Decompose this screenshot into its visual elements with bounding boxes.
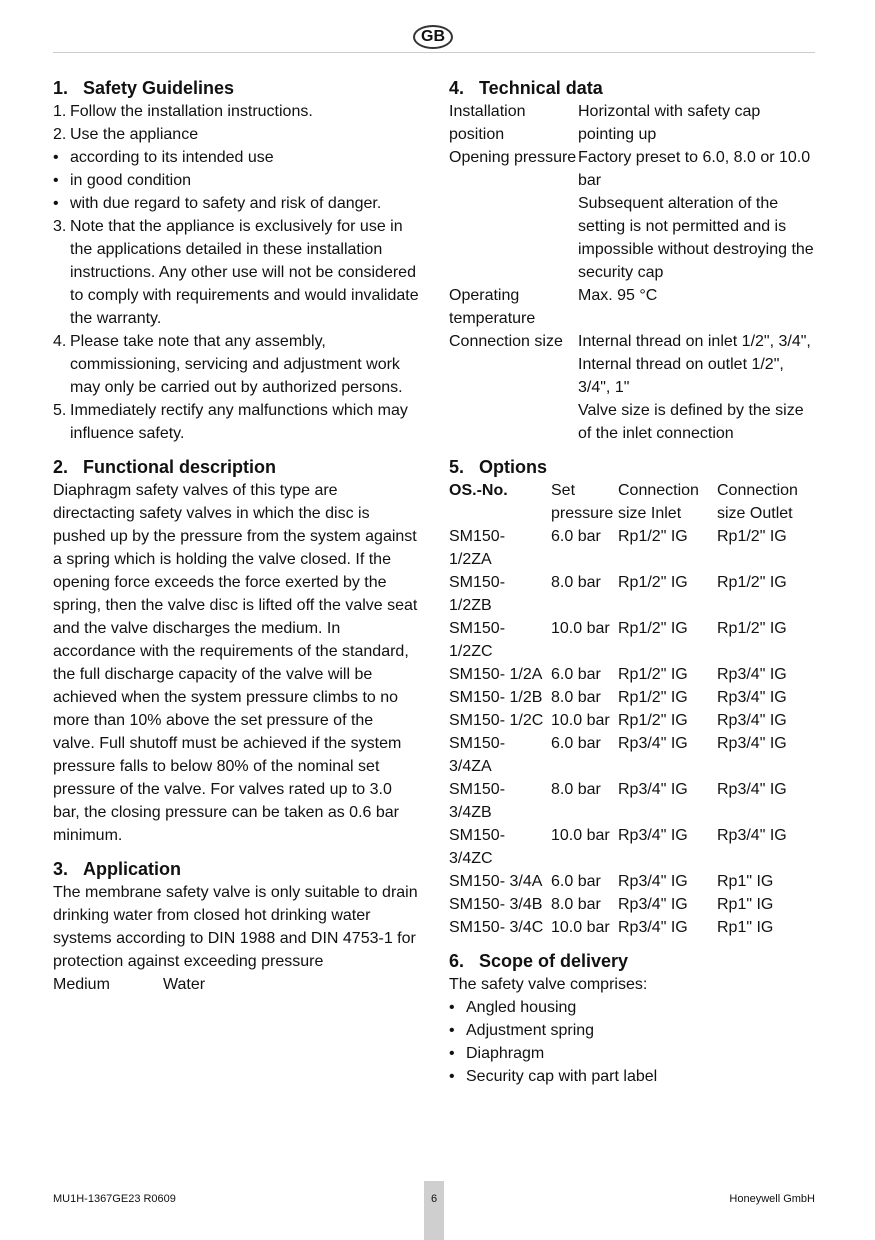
safety-item-marker: 2. [53, 126, 67, 143]
options-cell: Rp3/4" IG [717, 781, 787, 798]
options-cell: SM150- 3/4ZC [449, 827, 506, 867]
safety-item-marker: 3. [53, 218, 67, 235]
options-cell: Rp1" IG [717, 919, 774, 936]
options-cell: SM150- 1/2ZC [449, 620, 506, 660]
technical-label: Installation position [449, 103, 526, 143]
delivery-item-text: Adjustment spring [466, 1022, 595, 1039]
options-cell: 6.0 bar [551, 735, 601, 752]
technical-label [449, 192, 578, 284]
delivery-list [449, 996, 817, 1088]
options-table [449, 479, 817, 939]
options-cell: Rp3/4" IG [618, 896, 688, 913]
right-column [449, 76, 817, 1088]
options-cell: Rp1/2" IG [717, 620, 787, 637]
options-cell: 6.0 bar [551, 528, 601, 545]
application-text: The membrane safety valve is only suitable to drain drinking water from closed hot drinking water systems according to DIN 1988 and DIN 4753-1 for protection against exceeding pressure [53, 884, 418, 970]
options-cell: Rp3/4" IG [717, 735, 787, 752]
safety-item-text: according to its intended use [70, 149, 274, 166]
safety-item [53, 330, 419, 399]
safety-item-text: Note that the appliance is exclusively for use in the applications detailed in these installation instructions. Any other use will not be considered to comply with requirements and would invalidate the warranty. [70, 218, 419, 327]
technical-value: Horizontal with safety cap pointing up [578, 103, 761, 143]
safety-title: 1. Safety Guidelines [53, 78, 235, 98]
technical-label: Operating temperature [449, 287, 536, 327]
bullet-icon: • [449, 999, 455, 1016]
safety-item-marker: 5. [53, 402, 67, 419]
options-cell: SM150- 1/2ZA [449, 528, 506, 568]
technical-label: Opening pressure [449, 149, 577, 166]
delivery-title: 6. Scope of delivery [449, 951, 629, 971]
safety-item-marker: 4. [53, 333, 67, 350]
bullet-icon: • [449, 1068, 455, 1085]
technical-table [449, 100, 817, 445]
technical-label [449, 399, 578, 445]
safety-item-text: with due regard to safety and risk of danger. [70, 195, 382, 212]
options-cell: SM150- 3/4A [449, 873, 543, 890]
bullet-icon: • [449, 1022, 455, 1039]
technical-title: 4. Technical data [449, 78, 603, 98]
options-cell: SM150- 1/2C [449, 712, 544, 729]
technical-value: Internal thread on inlet 1/2", 3/4", [578, 333, 811, 350]
options-cell: Rp3/4" IG [618, 827, 688, 844]
options-cell: 6.0 bar [551, 666, 601, 683]
options-cell: Rp1/2" IG [618, 666, 688, 683]
safety-item [53, 123, 419, 146]
functional-text: Diaphragm safety valves of this type are directacting safety valves in which the disc is pushed up by the pressure from the system against a spring which is holding the valve closed. If the opening force exceeds the force exerted by the spring, then the valve disc is lifted off the valve seat and the valve discharges the medium. In accordance with the requirements of the standard, the full discharge capacity of the valve will be achieved when the system pressure climbs to no more than 10% above the set pressure of the valve. Full shutoff must be achieved if the system pressure falls to below 80% of the nominal set pressure of the valve. For valves rated up to 3.0 bar, the closing pressure can be taken as 0.6 bar minimum. [53, 482, 418, 844]
technical-label [449, 353, 578, 399]
technical-value: Subsequent alteration of the setting is not permitted and is impossible without destroying the security cap [578, 195, 814, 281]
options-cell: SM150- 3/4C [449, 919, 544, 936]
options-cell: SM150- 1/2A [449, 666, 543, 683]
options-cell: SM150- 3/4B [449, 896, 543, 913]
safety-item [53, 100, 419, 123]
options-cell: SM150- 3/4ZA [449, 735, 506, 775]
safety-list [53, 100, 419, 445]
options-cell: Rp1/2" IG [618, 574, 688, 591]
safety-item-text: Immediately rectify any malfunctions which may influence safety. [70, 402, 408, 442]
options-cell: 8.0 bar [551, 781, 601, 798]
functional-section [53, 455, 419, 847]
options-cell: Rp1/2" IG [618, 620, 688, 637]
technical-value: Factory preset to 6.0, 8.0 or 10.0 bar [578, 149, 811, 189]
technical-value: Max. 95 °C [578, 287, 658, 304]
options-cell: 8.0 bar [551, 896, 601, 913]
options-cell: Rp1/2" IG [618, 689, 688, 706]
safety-item [53, 169, 419, 192]
safety-item-text: Please take note that any assembly, commissioning, servicing and adjustment work may only be carried out by authorized persons. [70, 333, 403, 396]
technical-value: Internal thread on outlet 1/2", 3/4", 1" [578, 356, 784, 396]
options-cell: Rp3/4" IG [717, 712, 787, 729]
technical-section [449, 76, 817, 445]
delivery-item-text: Diaphragm [466, 1045, 545, 1062]
options-cell: Rp1/2" IG [717, 574, 787, 591]
safety-item [53, 192, 419, 215]
safety-item-text: Follow the installation instructions. [70, 103, 313, 120]
safety-section [53, 76, 419, 445]
header-rule [53, 52, 815, 53]
options-cell: Rp3/4" IG [717, 827, 787, 844]
options-header: Connection size Outlet [717, 482, 798, 522]
delivery-intro: The safety valve comprises: [449, 976, 648, 993]
options-section [449, 455, 817, 939]
safety-item-marker: • [53, 149, 59, 166]
functional-title: 2. Functional description [53, 457, 277, 477]
options-cell: Rp1" IG [717, 896, 774, 913]
options-header: Set pressure [551, 482, 614, 522]
options-cell: Rp3/4" IG [717, 689, 787, 706]
options-header: Connection size Inlet [618, 482, 699, 522]
delivery-item-text: Angled housing [466, 999, 577, 1016]
page-number: 6 [424, 1181, 444, 1240]
footer-company: Honeywell GmbH [729, 1193, 815, 1205]
options-cell: Rp1" IG [717, 873, 774, 890]
application-section [53, 857, 419, 996]
options-header: OS.-No. [449, 482, 508, 499]
options-cell: Rp3/4" IG [618, 873, 688, 890]
safety-item-text: in good condition [70, 172, 191, 189]
options-cell: Rp3/4" IG [618, 919, 688, 936]
delivery-item [449, 1065, 817, 1088]
safety-item-text: Use the appliance [70, 126, 199, 143]
technical-label: Connection size [449, 333, 563, 350]
safety-item [53, 215, 419, 330]
application-medium-row [53, 973, 419, 996]
options-cell: Rp3/4" IG [618, 735, 688, 752]
options-cell: SM150- 1/2ZB [449, 574, 506, 614]
technical-value: Valve size is defined by the size of the inlet connection [578, 402, 804, 442]
options-cell: SM150- 1/2B [449, 689, 543, 706]
medium-value: Water [163, 976, 206, 993]
options-cell: Rp1/2" IG [717, 528, 787, 545]
options-cell: 8.0 bar [551, 574, 601, 591]
options-cell: Rp1/2" IG [618, 712, 688, 729]
options-cell: 10.0 bar [551, 827, 610, 844]
options-cell: SM150- 3/4ZB [449, 781, 506, 821]
footer-doc-id: MU1H-1367GE23 R0609 [53, 1193, 176, 1205]
safety-item [53, 146, 419, 169]
bullet-icon: • [449, 1045, 455, 1062]
options-cell: 8.0 bar [551, 689, 601, 706]
medium-label: Medium [53, 976, 110, 993]
options-title: 5. Options [449, 457, 548, 477]
safety-item-marker: • [53, 172, 59, 189]
application-title: 3. Application [53, 859, 182, 879]
delivery-item [449, 996, 817, 1019]
options-cell: 10.0 bar [551, 919, 610, 936]
delivery-section [449, 949, 817, 1088]
options-cell: 6.0 bar [551, 873, 601, 890]
options-cell: Rp3/4" IG [618, 781, 688, 798]
options-cell: Rp3/4" IG [717, 666, 787, 683]
delivery-item [449, 1042, 817, 1065]
safety-item-marker: • [53, 195, 59, 212]
safety-item [53, 399, 419, 445]
options-cell: 10.0 bar [551, 712, 610, 729]
left-column [53, 76, 419, 996]
options-cell: 10.0 bar [551, 620, 610, 637]
country-badge: GB [413, 25, 453, 49]
delivery-item-text: Security cap with part label [466, 1068, 658, 1085]
options-cell: Rp1/2" IG [618, 528, 688, 545]
safety-item-marker: 1. [53, 103, 67, 120]
delivery-item [449, 1019, 817, 1042]
